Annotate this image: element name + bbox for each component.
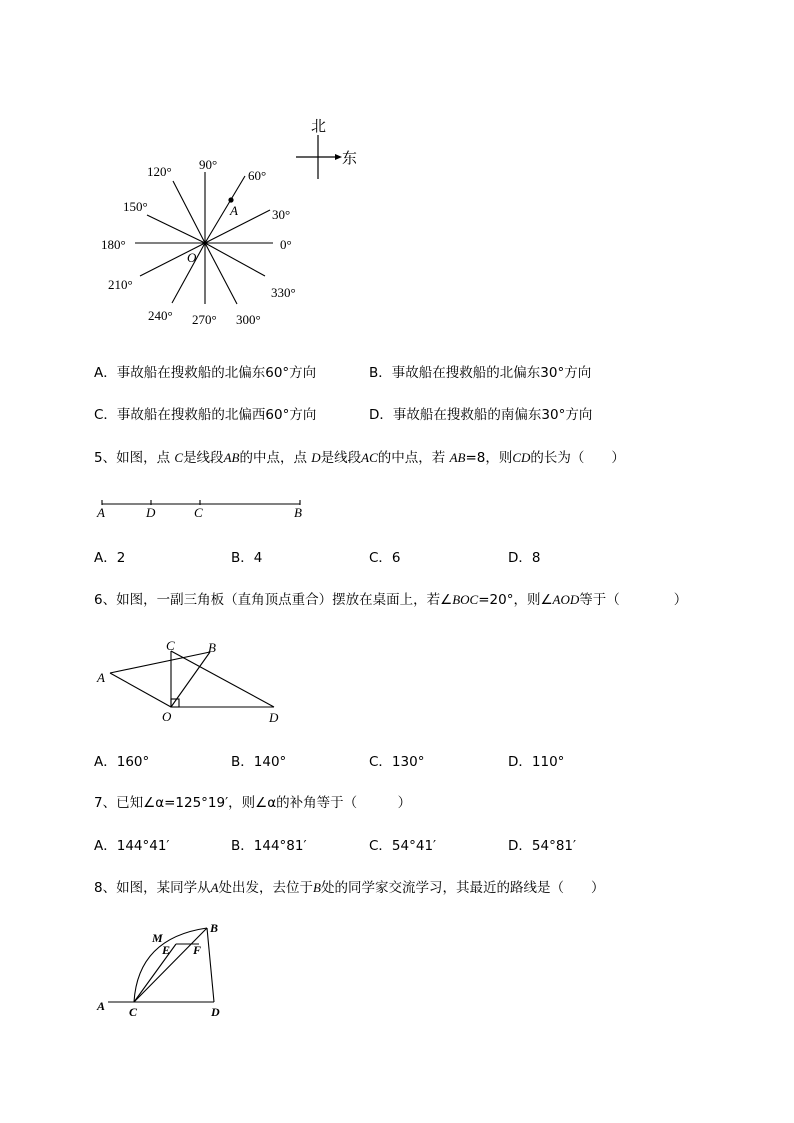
q5-point-c: C <box>194 505 203 520</box>
angle-label-30: 30° <box>272 207 291 222</box>
q7-option-d: D．54°81′ <box>508 838 577 854</box>
q6-point-b: B <box>208 640 216 655</box>
angle-label-150: 150° <box>123 199 148 214</box>
angle-label-300: 300° <box>236 312 261 327</box>
angle-label-0: 0° <box>280 237 292 252</box>
q8-figure <box>94 920 244 1020</box>
q5-option-b: B．4 <box>231 550 263 566</box>
q5-figure <box>94 496 314 522</box>
q6-point-c: C <box>166 638 175 653</box>
q7-stem: 7、已知∠α=125°19′，则∠α的补角等于（ ） <box>94 795 412 811</box>
angle-label-120: 120° <box>147 164 172 179</box>
q6-option-b: B．140° <box>231 754 287 770</box>
q8-point-b: B <box>210 921 219 935</box>
q6-figure <box>94 638 294 728</box>
compass-rose <box>296 118 357 179</box>
q7-option-a: A．144°41′ <box>94 838 170 854</box>
q6-option-d: D．110° <box>508 754 565 770</box>
q8-point-d: D <box>211 1005 220 1019</box>
q4-figure <box>95 112 385 332</box>
q6-option-a: A．160° <box>94 754 150 770</box>
angle-label-90: 90° <box>199 157 218 172</box>
q5-option-d: D．8 <box>508 550 541 566</box>
q5-option-c: C．6 <box>369 550 401 566</box>
angle-rays <box>135 172 273 304</box>
point-o-label: O <box>187 250 197 265</box>
angle-label-240: 240° <box>148 308 173 323</box>
q6-point-o: O <box>162 709 172 724</box>
q8-point-a: A <box>97 999 106 1013</box>
angle-label-270: 270° <box>192 312 217 327</box>
q8-point-e: E <box>162 943 171 957</box>
q8-point-m: M <box>152 931 163 945</box>
q5-point-b: B <box>294 505 302 520</box>
angle-label-180: 180° <box>101 237 126 252</box>
q4-option-d: D．事故船在搜救船的南偏东30°方向 <box>369 407 593 423</box>
q4-option-b: B．事故船在搜救船的北偏东30°方向 <box>369 365 592 381</box>
point-a-label: A <box>230 203 238 218</box>
point-a-dot <box>228 197 233 202</box>
q6-point-d: D <box>269 710 279 725</box>
q6-point-a: A <box>97 670 105 685</box>
angle-label-330: 330° <box>271 285 296 300</box>
angle-label-210: 210° <box>108 277 133 292</box>
q5-option-a: A．2 <box>94 550 126 566</box>
north-label: 北 <box>311 119 327 135</box>
q4-option-a: A．事故船在搜救船的北偏东60°方向 <box>94 365 317 381</box>
q6-option-c: C．130° <box>369 754 425 770</box>
q8-point-f: F <box>193 943 202 957</box>
q4-option-c: C．事故船在搜救船的北偏西60°方向 <box>94 407 317 423</box>
q5-point-a: A <box>97 505 105 520</box>
q8-point-c: C <box>129 1005 138 1019</box>
east-label: 东 <box>342 151 358 167</box>
q7-option-c: C．54°41′ <box>369 838 437 854</box>
q8-stem: 8、如图，某同学从A处出发，去位于B处的同学家交流学习，其最近的路线是（ ） <box>94 880 605 896</box>
angle-label-60: 60° <box>248 168 267 183</box>
q5-point-d: D <box>146 505 156 520</box>
q6-stem: 6、如图，一副三角板（直角顶点重合）摆放在桌面上，若∠BOC=20°，则∠AOD等于（ ） <box>94 592 688 608</box>
q7-option-b: B．144°81′ <box>231 838 307 854</box>
q5-stem: 5、如图，点 C是线段AB的中点，点 D是线段AC的中点，若 AB=8，则CD的长为（ ） <box>94 450 625 466</box>
